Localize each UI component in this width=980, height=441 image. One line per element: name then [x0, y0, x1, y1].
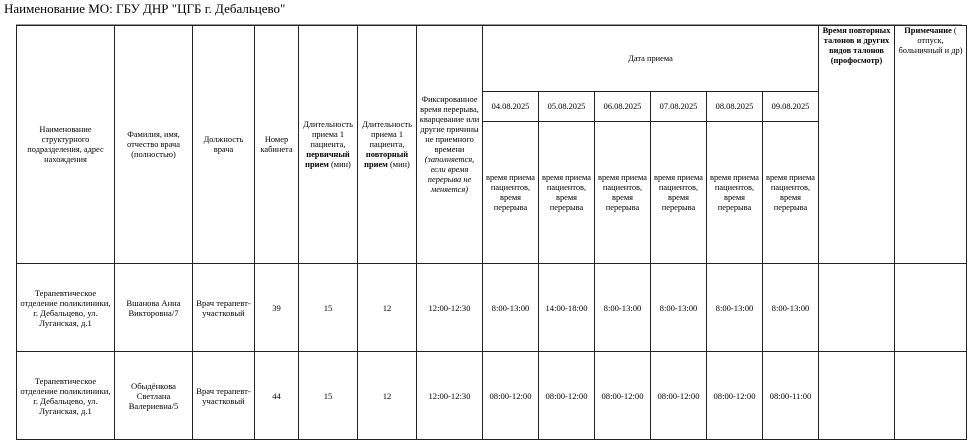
cell-time: 8:00-13:00: [651, 264, 707, 352]
cell-repeat-visit: 12: [358, 352, 417, 440]
header-department: Наименование структурного подразделения, адрес нахождения: [17, 26, 115, 264]
cell-position: Врач терапевт-участковый: [193, 264, 255, 352]
cell-time: 08:00-12:00: [483, 352, 539, 440]
header-row: [17, 26, 967, 92]
cell-repeat-tickets: [819, 264, 895, 352]
header-date: 06.08.2025: [595, 92, 651, 122]
cell-note: [895, 352, 967, 440]
header-date: 05.08.2025: [539, 92, 595, 122]
header-first-visit: Длительность приема 1 пациента, первичный прием (мин): [299, 26, 358, 264]
table-row: [17, 352, 967, 440]
cell-break: 12:00-12:30: [417, 264, 483, 352]
cell-time: 8:00-13:00: [707, 264, 763, 352]
cell-time: 8:00-13:00: [595, 264, 651, 352]
header-break: Фиксированное время перерыва, кварцевание или другие причины не приемного времени (заполняется, если время перерыва не меняется): [417, 26, 483, 264]
document-title: Наименование МО: ГБУ ДНР "ЦГБ г. Дебальцево": [4, 1, 286, 16]
header-position: Должность врача: [193, 26, 255, 264]
header-date-sub: время приема пациентов, время перерыва: [483, 122, 539, 264]
header-doctor: Фамилия, имя, отчество врача (полностью): [115, 26, 193, 264]
cell-time: 08:00-12:00: [707, 352, 763, 440]
cell-time: 08:00-12:00: [539, 352, 595, 440]
header-date-sub: время приема пациентов, время перерыва: [707, 122, 763, 264]
header-date: 08.08.2025: [707, 92, 763, 122]
cell-first-visit: 15: [299, 352, 358, 440]
table-row: [17, 264, 967, 352]
schedule-table: [16, 25, 967, 440]
cell-department: Терапевтическое отделение поликлиники, г. Дебальцево, ул. Луганская, д.1: [17, 352, 115, 440]
cell-doctor: Обыдёнкова Светлана Валериевна/5: [115, 352, 193, 440]
cell-doctor: Вшанова Анна Викторовна/7: [115, 264, 193, 352]
header-room: Номер кабинета: [255, 26, 299, 264]
cell-room: 44: [255, 352, 299, 440]
header-date-group: Дата приема: [483, 26, 819, 92]
header-repeat-tickets: Время повторных талонов и других видов талонов (профосмотр): [819, 26, 895, 264]
header-date-sub: время приема пациентов, время перерыва: [763, 122, 819, 264]
cell-room: 39: [255, 264, 299, 352]
cell-time: 08:00-11:00: [763, 352, 819, 440]
cell-time: 8:00-13:00: [763, 264, 819, 352]
header-note: Примечание ( отпуск, больничный и др): [895, 26, 967, 264]
cell-department: Терапевтическое отделение поликлиники, г. Дебальцево, ул. Луганская, д.1: [17, 264, 115, 352]
header-date-sub: время приема пациентов, время перерыва: [651, 122, 707, 264]
header-date-sub: время приема пациентов, время перерыва: [539, 122, 595, 264]
cell-time: 08:00-12:00: [595, 352, 651, 440]
header-date: 07.08.2025: [651, 92, 707, 122]
cell-time: 14:00-18:00: [539, 264, 595, 352]
cell-time: 8:00-13:00: [483, 264, 539, 352]
cell-break: 12:00-12:30: [417, 352, 483, 440]
cell-first-visit: 15: [299, 264, 358, 352]
cell-repeat-tickets: [819, 352, 895, 440]
header-date: 04.08.2025: [483, 92, 539, 122]
header-date: 09.08.2025: [763, 92, 819, 122]
cell-repeat-visit: 12: [358, 264, 417, 352]
header-date-sub: время приема пациентов, время перерыва: [595, 122, 651, 264]
cell-time: 08:00-12:00: [651, 352, 707, 440]
header-repeat-visit: Длительность приема 1 пациента, повторный прием (мин): [358, 26, 417, 264]
cell-position: Врач терапевт-участковый: [193, 352, 255, 440]
cell-note: [895, 264, 967, 352]
